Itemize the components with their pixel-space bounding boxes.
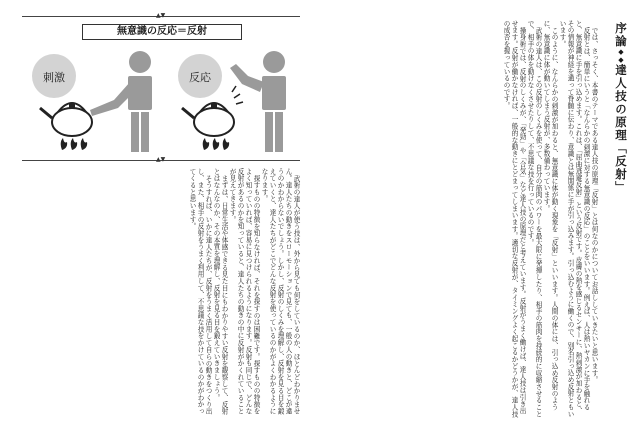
paragraph: 反射とは、簡単にいうと「なんらかの刺激に対する無意識の反応」のことをいいます。例えば、人は熱いヤカンに手を触れると、無意識に手を引っ込めます。これは、「屈曲逃避反射」という反射です。皮膚の熱を感じるセンサーに、熱刺激が加わると、その情報が神経を通って脊髄に伝わり、意識とは無関係に手が引っ込みます。引っ込むように働くので、別名引っ込め反射ともいいます。 bbox=[558, 20, 590, 418]
left-body-text bbox=[22, 168, 300, 420]
right-body-text bbox=[350, 20, 598, 418]
stimulus-label: 刺激 bbox=[43, 71, 65, 84]
chapter-title bbox=[610, 22, 632, 322]
person-silhouette-icon bbox=[230, 51, 286, 152]
paragraph: 武術の達人は、この反射のしくみを使って、自分の筋肉のパワーを最大限に発揮したり、相手の筋肉を持続的に収縮させることで、相手の体を動けなくさせたりして、不思議な技を行っているのです。 bbox=[526, 20, 542, 418]
paragraph: 探すものの特徴を知らなければ、それを探すのは困難です。探すものの特徴をよく知っていれば、容易に見つけられるようになります。反射も同じで、どんな反射があるのかを知っていると、達人たちの動きの中に反射がかくれていることが見えてきます。 bbox=[228, 168, 260, 415]
reaction-label: 反応 bbox=[189, 71, 211, 84]
flame-icon bbox=[61, 138, 87, 150]
chapter-separator: ◆◆ bbox=[617, 48, 625, 64]
right-page bbox=[320, 0, 640, 426]
figure-top-mark: ▲▼ bbox=[156, 12, 166, 19]
paragraph: まずは、日常生活や体感できる見た目にもわかりやすい反射を観察して、反射とはなんなのか、その本質を理解し、反射を見る目を鍛えていきましょう。 bbox=[212, 168, 228, 415]
chapter-name: 達人技の原理「反射」 bbox=[614, 64, 628, 194]
reflex-figure bbox=[22, 8, 300, 163]
figure-title: 無意識の反応＝反射 bbox=[82, 24, 242, 40]
person-silhouette-icon bbox=[90, 51, 152, 152]
paragraph: そうすれば、いかに達人たちが、反射をうまく活用して自らの動きをつくり出し、また、相手の反射をうまく利用して、不思議な技をかけているのかがわかってくると思います。 bbox=[188, 168, 212, 415]
kettle-icon bbox=[40, 103, 92, 136]
paragraph: では、さっそく、本書のテーマである達人技の原理「反射」とは何なのかについてお話ししていきたいと思います。 bbox=[590, 26, 598, 383]
paragraph: 武術の達人が使う技は、外から見ても何をしているのか、ほとんどわかりません。達人たちの動きをスローモーションで見ても、一般の人の動きと、どこが違うのかわからないでしょう。しかし、反射のしくみを理解し、反射を見る目を鍛えていくと、達人たちがどこでどんな反射を使っているのかがよくわかるようになります。 bbox=[260, 168, 300, 415]
flame-icon bbox=[203, 138, 229, 150]
figure-bottom-mark: ▲▼ bbox=[156, 156, 166, 163]
reflex-illustration bbox=[22, 42, 300, 158]
paragraph: 操身術では、反射のしくみが、「発勁」や「合気」など達人技の原理だと考えています。反射がうまく働けば、達人技は引き出せます。反射が働かなければ、一般的な動きにとどまってしまいます。適切な反射が、タイミングよく起こるかどうかが、達人技の成否を握っているのです。 bbox=[502, 20, 526, 418]
paragraph: このように、なんらかの刺激が加わると、無意識に体が動く現象を「反射」といいます。人間の体には、引っ込め反射のように、無意識に体が動いてしまう反射が、多数備わっています。 bbox=[542, 20, 558, 411]
chapter-prefix: 序論 bbox=[614, 22, 628, 48]
